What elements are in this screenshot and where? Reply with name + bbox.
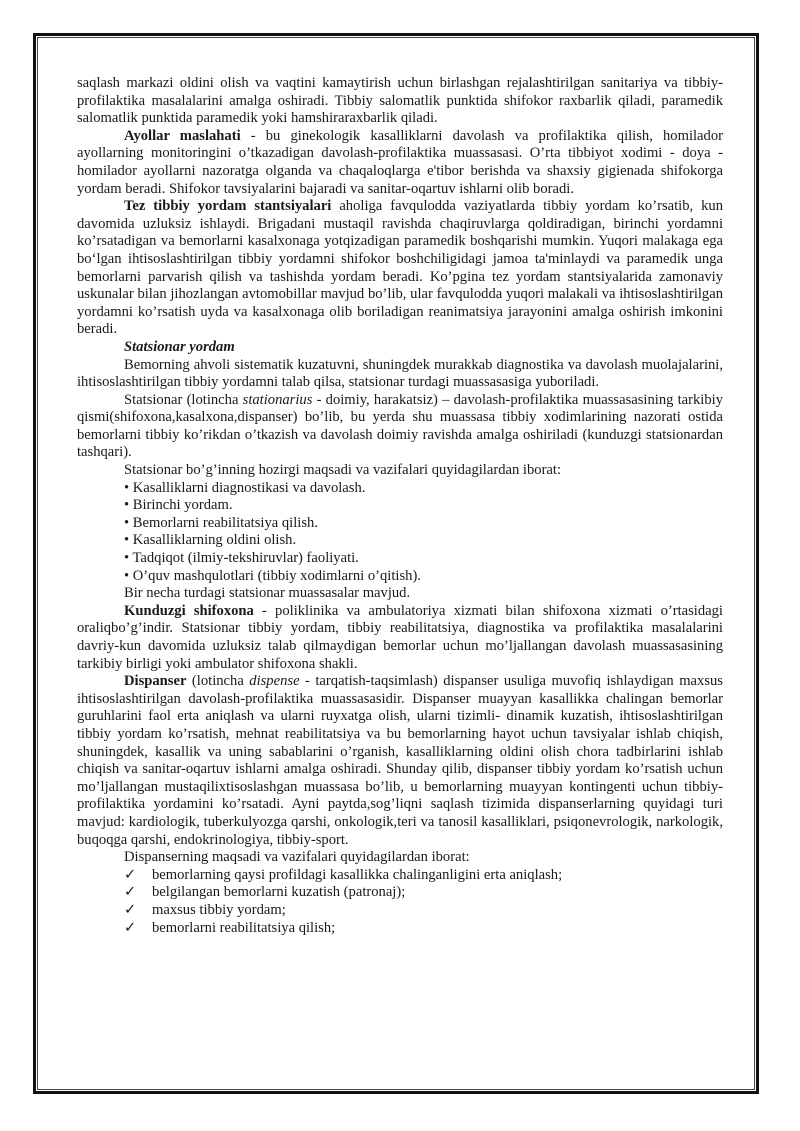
list-item — [77, 867, 723, 885]
paragraph-statsionar-types: Bir necha turdagi statsionar muassasalar mavjud. — [124, 585, 411, 602]
section-heading-statsionar — [77, 339, 723, 357]
document-body — [77, 75, 723, 937]
latin-term: dispense — [249, 673, 300, 690]
paragraph-ayollar-maslahati — [77, 128, 723, 198]
paragraph-statsionar-goals: Statsionar bo’g’inning hozirgi maqsadi va vazifalari quyidagilardan iborat: — [124, 462, 562, 479]
term-kunduzgi-shifoxona: Kunduzgi shifoxona — [124, 602, 254, 619]
term-tez-yordam: Tez tibbiy yordam stantsiyalari — [124, 198, 332, 215]
paragraph-bemorning-ahvoli: Bemorning ahvoli sistematik kuzatuvni, shuningdek murakkab diagnostika va davolash muolajalarini, ihtisoslashtirilgan tibbiy yordamni talab qilsa, statsionar turdagi muassasasiga yuboriladi. — [77, 356, 723, 391]
paragraph-continuation: saqlash markazi oldini olish va vaqtini kamaytirish uchun birlashgan rejalashtirilgan sanitariya va tibbiy-profilaktika masalalarini amalga oshiradi. Tibbiy salomatlik punktida shifokor raxbarlik qiladi, paramedik salomatlik punktida paramedik yoki hamshiraraxbarlik qiladi. — [77, 75, 723, 127]
list-item — [77, 884, 723, 902]
paragraph-text: (lotincha — [186, 673, 250, 690]
checkmark-list — [77, 867, 723, 937]
list-item-text: bemorlarning qaysi profildagi kasallikka chalinganligini erta aniqlash; — [152, 866, 563, 883]
checkmark-icon: ✓ — [124, 884, 137, 901]
list-item: • O’quv mashqulotlari (tibbiy xodimlarni o’qitish). — [124, 567, 421, 584]
list-item: • Kasalliklarning oldini olish. — [124, 532, 297, 549]
term-ayollar-maslahati: Ayollar maslahati — [124, 127, 241, 144]
paragraph-text: - poliklinika va ambulatoriya xizmati bilan shifoxona xizmati o’rtasidagi oraliqbo’g’indir. Statsionar tibbiy yordam, tibbiy reabilitatsiya, diagnostika va profilaktika masalalarini davriy-kun davomida uzluksiz talab qilmaydigan bemorlar uchun mo’ljallangan davolash muassasasining tarkibiy birligi yoki ambulator shifoxona shakli. — [77, 602, 723, 672]
paragraph-dispanser-goals: Dispanserning maqsadi va vazifalari quyidagilardan iborat: — [124, 849, 470, 866]
bullet-list — [77, 480, 723, 586]
list-item: • Birinchi yordam. — [124, 497, 233, 514]
list-item: • Tadqiqot (ilmiy-tekshiruvlar) faoliyati. — [124, 550, 359, 567]
checkmark-icon: ✓ — [124, 901, 137, 918]
paragraph-text: - bu ginekologik kasalliklarni davolash va profilaktika qilish, homilador ayollarning monitoringini o’tkazadigan davolash-profilaktika muassasasi. O’rta tibbiyot xodimi - doya - homilador ayollarni nazoratga olganda va chaqaloqlarga e'tibor berishda va shaxsiy gigienada shifokorga yordam beradi. Shifokor tavsiyalarini bajaradi va sanitar-oqartuv ishlarni olib boradi. — [77, 127, 723, 197]
latin-term: stationarius — [242, 391, 313, 408]
list-item — [77, 920, 723, 938]
paragraph-dispanser — [77, 673, 723, 849]
term-dispanser: Dispanser — [124, 673, 187, 690]
paragraph-text: - tarqatish-taqsimlash) dispanser usuliga muvofiq ishlaydigan maxsus ihtisoslashtirilgan davolash-profilaktika muassasasidir. Dispanser muayyan kasallikka chalingan bemorlar guruhlarini faol erta aniqlash va ularni ruyxatga olish, ularni tizimli- dinamik kuzatish, ihtisoslashtirilgan tibbiy yordam ko’rsatish, mehnat reabilitatsiya va bu bemorlarning hayot uchun tavsiyalar ishlab chiqish, shuningdek, kasallik va uning sabablarini o’rganish, kasalliklarning oldini olish chora tadbirlarini ishlab chiqish va sanitar-oqartuv ishlarni amalga oshiradi. Shunday qilib, dispanser tibbiy yordam ko’rsatish uchun mo’ljallangan mustaqilixtisoslashgan muassasa bo’lib, u bemorlarning muayyan kontingenti uchun tibbiy-profilaktika yordamini ko’rsatadi. Ayni paytda,sog’liqni saqlash tizimida dispanserlarning quyidagi turi mavjud: kardiologik, tuberkulyozga qarshi, onkologik,teri va tanosil kasalliklari, psiqonevrologik, narkologik, buqoqga qarshi, endokrinologiya, tibbiy-sport. — [77, 673, 723, 848]
paragraph-text: Statsionar (lotincha — [124, 391, 243, 408]
paragraph-tez-yordam — [77, 198, 723, 339]
list-item: • Bemorlarni reabilitatsiya qilish. — [124, 514, 318, 531]
list-item-text: belgilangan bemorlarni kuzatish (patronaj); — [152, 884, 406, 901]
paragraph-statsionar-definition — [77, 392, 723, 462]
heading-text: Statsionar yordam — [124, 338, 235, 355]
checkmark-icon: ✓ — [124, 866, 137, 883]
paragraph-text: - doimiy, harakatsiz) – davolash-profilaktika muassasasining tarkibiy qismi(shifoxona,kasalxona,dispanser) bo’lib, bu yerda shu muassasa tibbiy xodimlarining nazorati ostida bemorlarni tibbiy ko’rikdan o’tkazish va davolash doimiy ravishda amalga oshiriladi (kunduzgi statsionardan tashqari). — [77, 391, 723, 461]
checkmark-icon: ✓ — [124, 919, 137, 936]
list-item-text: bemorlarni reabilitatsiya qilish; — [152, 919, 336, 936]
paragraph-text: aholiga favqulodda vaziyatlarda tibbiy yordam ko’rsatib, kun davomida uzluksiz ishlaydi. Brigadani mustaqil ravishda chaqiruvlarga qoldiradigan, birinchi yordamni ko’rsatadigan va bemorlarni kasalxonaga yotqizadigan paramedik boshqarishi mumkin. Yuqori malakaga ega bo‘lgan ihtisoslashtirilgan tibbiy yordamni shifokor boshchiligidagi jamoa ta'minlaydi va paramedik unga bemorlarni parvarish qilish va tashishda yordam beradi. Ko’pgina tez yordam stantsiyalarida zamonaviy uskunalar bilan jihozlangan avtomobillar mavjud bo’lib, ular favqulodda yuqori malakali va ihtisoslashtirilgan yordamni ko’rsatish uyda va kasalxonaga olib boriladigan reanimatsiya jarayonini amalga oshirish imkonini beradi. — [77, 198, 723, 338]
list-item: • Kasalliklarni diagnostikasi va davolash. — [124, 479, 366, 496]
paragraph-kunduzgi-shifoxona — [77, 603, 723, 673]
list-item — [77, 902, 723, 920]
list-item-text: maxsus tibbiy yordam; — [152, 901, 286, 918]
